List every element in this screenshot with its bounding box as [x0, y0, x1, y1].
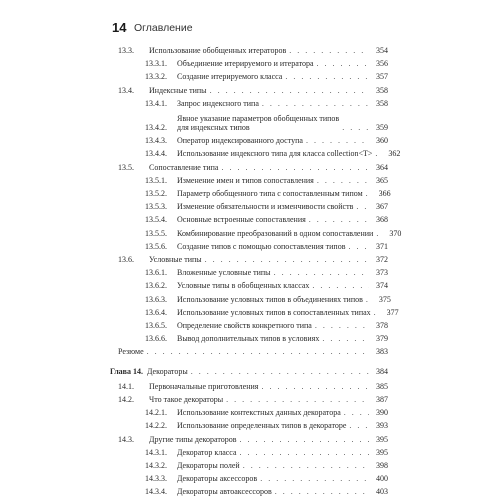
toc-entry-title: Декоратор класса — [177, 447, 237, 457]
toc-entry-title: Использование контекстных данных декоратора — [177, 408, 341, 418]
toc-page-number: 362 — [388, 149, 401, 159]
toc-entry-title: Изменение имен и типов сопоставления — [177, 175, 314, 185]
toc-entry-title: Условные типы — [149, 255, 202, 264]
toc-page-number: 365 — [376, 175, 388, 185]
toc-entry-title: Вложенные условные типы — [177, 268, 271, 278]
toc-entry-title: Декораторы аксессоров — [177, 474, 258, 484]
toc-row — [145, 266, 388, 277]
toc-page-number: 373 — [376, 268, 388, 278]
toc-page-number: 358 — [376, 85, 388, 95]
toc-leader-dots — [366, 189, 372, 198]
toc-row — [145, 485, 388, 496]
toc-entry-title: Использование условных типов в сопоставленных типах — [177, 307, 371, 317]
toc-page-number: 357 — [376, 72, 388, 82]
toc-leader-dots — [322, 334, 369, 343]
toc-page-number: 359 — [376, 123, 388, 132]
toc-leader-dots — [315, 321, 369, 330]
toc-leader-dots — [240, 448, 370, 457]
toc-page-number: 370 — [389, 228, 402, 238]
toc-entry-title: Использование определенных типов в декораторе — [177, 421, 347, 431]
toc-page-number: 377 — [386, 307, 399, 317]
toc-section-number: 13.5.6. — [145, 241, 167, 251]
toc-section-number: 13.4.4. — [145, 149, 167, 159]
toc-row — [145, 419, 388, 430]
toc-page-number: 398 — [376, 461, 388, 470]
toc-row — [145, 174, 388, 185]
toc-entry-title: Декораторы полей — [177, 461, 240, 470]
toc-section-number: 13.4.2. — [145, 123, 167, 132]
toc-leader-dots — [260, 474, 369, 483]
toc-row — [118, 393, 388, 404]
toc-section-number: 13.5.3. — [145, 202, 167, 212]
toc-leader-dots — [317, 59, 369, 68]
toc-section-number: 13.3. — [118, 46, 134, 55]
toc-page-number: 393 — [376, 421, 388, 431]
toc-row — [145, 110, 388, 132]
toc-page-number: 367 — [376, 202, 388, 212]
toc-leader-dots — [274, 268, 369, 277]
toc-section-number: 13.6.5. — [145, 321, 167, 330]
toc-entry-title: Что такое декораторы — [149, 395, 224, 404]
toc-section-number: 13.6.4. — [145, 307, 167, 317]
toc-entry-title: Комбинирование преобразований в одном сопоставлении — [177, 228, 374, 238]
running-title: Оглавление — [134, 22, 193, 34]
toc-leader-dots — [342, 123, 369, 132]
toc-section-number: 14.3.3. — [145, 474, 167, 484]
toc-leader-dots — [261, 382, 369, 391]
toc-chapter-row — [110, 365, 388, 376]
toc-leader-dots — [243, 461, 369, 470]
toc-page-number: 400 — [376, 474, 388, 484]
toc-leader-dots — [366, 295, 372, 304]
toc-entry-title: Использование индексного типа для класса collection<T> — [177, 149, 373, 159]
toc-entry-title-line2: для индексных типов — [177, 123, 250, 132]
toc-leader-dots — [210, 86, 369, 95]
toc-leader-dots — [226, 395, 369, 404]
toc-section-number: 13.6.3. — [145, 294, 167, 304]
toc-entry-title: Другие типы декораторов — [149, 434, 237, 444]
toc-section-number: 13.3.1. — [145, 59, 167, 69]
toc-entry-title: Создание итерируемого класса — [177, 72, 283, 82]
toc-entry-title: Создание типов с помощью сопоставления типов — [177, 241, 346, 251]
toc-leader-dots — [275, 487, 369, 496]
toc-row — [145, 459, 388, 470]
toc-leader-dots — [147, 347, 369, 356]
toc-section-number: 13.4.1. — [145, 98, 167, 108]
toc-page-number: 371 — [376, 241, 388, 251]
toc-section-number: 13.5.5. — [145, 228, 167, 238]
toc-page-number: 375 — [378, 294, 391, 304]
toc-page-number: 390 — [376, 408, 388, 418]
toc-section-number: 13.6. — [118, 255, 134, 264]
toc-row — [118, 161, 388, 172]
toc-section-number: 13.6.2. — [145, 281, 167, 291]
toc-row — [118, 433, 388, 444]
toc-section-number: 13.4.3. — [145, 136, 167, 146]
toc-section-number: 13.4. — [118, 85, 134, 95]
toc-section-number: 13.6.1. — [145, 268, 167, 278]
toc-leader-dots — [262, 99, 369, 108]
toc-section-number: 13.5.2. — [145, 189, 167, 198]
toc-leader-dots — [306, 136, 369, 145]
toc-entry-title: Основные встроенные сопоставления — [177, 215, 306, 225]
toc-section-number: 13.5. — [118, 162, 134, 172]
toc-entry-title: Декораторы автоаксессоров — [177, 487, 272, 497]
toc-page-number: 374 — [376, 281, 388, 291]
toc-page-number: 395 — [376, 434, 388, 444]
toc-leader-dots — [376, 229, 382, 238]
toc-entry-title: Использование обобщенных итераторов — [149, 46, 287, 55]
toc-leader-dots — [374, 308, 380, 317]
toc-leader-dots — [191, 367, 369, 376]
toc-page-number: 387 — [376, 395, 388, 404]
toc-section-number: 13.6.6. — [145, 334, 167, 344]
toc-entry-title: Декораторы — [147, 366, 188, 376]
toc-section-number: 13.5.1. — [145, 175, 167, 185]
toc-row — [145, 279, 388, 290]
toc-leader-dots — [309, 215, 369, 224]
toc-leader-dots — [205, 255, 369, 264]
toc-row — [145, 70, 388, 81]
toc-page-number: 364 — [376, 162, 388, 172]
toc-section-number: 13.3.2. — [145, 72, 167, 82]
toc-page-number: 403 — [376, 487, 388, 497]
toc-leader-dots — [289, 46, 369, 55]
toc-page-number: 356 — [376, 59, 388, 69]
toc-entry-title: Запрос индексного типа — [177, 98, 259, 108]
toc-row — [145, 187, 391, 198]
toc-row — [145, 332, 388, 343]
toc-section-number: 13.5.4. — [145, 215, 167, 225]
toc-section-number: 14.2.2. — [145, 421, 167, 431]
toc-page-number: 368 — [376, 215, 388, 225]
toc-leader-dots — [240, 435, 369, 444]
toc-row — [145, 134, 388, 145]
toc-section-number: 14.2. — [118, 395, 134, 404]
toc-leader-dots — [344, 408, 369, 417]
toc-section-number: 14.3.2. — [145, 461, 167, 470]
toc-row — [145, 200, 388, 211]
toc-page-number: 384 — [376, 366, 388, 376]
toc-section-number: 14.3.4. — [145, 487, 167, 497]
toc-page-number: 372 — [376, 255, 388, 264]
toc-page-number: 360 — [376, 136, 388, 146]
toc-entry-title: Индексные типы — [149, 85, 207, 95]
toc-entry-title: Сопоставление типа — [149, 162, 219, 172]
toc-section-number: 14.1. — [118, 381, 134, 391]
page-number: 14 — [112, 20, 127, 35]
toc-row — [145, 213, 388, 224]
toc-page-number: 366 — [378, 189, 391, 198]
toc-section-number: 14.2.1. — [145, 408, 167, 418]
toc-page-number: 395 — [376, 447, 388, 457]
toc-entry-title: Вывод дополнительных типов в условиях — [177, 334, 320, 344]
toc-row — [145, 147, 401, 159]
toc-entry-title-line1: Явное указание параметров обобщенных типов — [177, 114, 340, 123]
toc-leader-dots — [317, 176, 369, 185]
toc-entry-title: Изменение обязательности и изменчивости свойств — [177, 202, 354, 212]
toc-entry-title: Определение свойств конкретного типа — [177, 321, 312, 330]
toc-leader-dots — [375, 149, 381, 158]
toc-row — [145, 227, 402, 238]
toc-row — [145, 57, 388, 68]
toc-row — [118, 345, 388, 356]
toc-row — [145, 306, 399, 317]
toc-row — [118, 380, 388, 391]
toc-row — [118, 253, 388, 264]
toc-entry-title: Параметр обобщенного типа с сопоставленным типом — [177, 189, 363, 198]
toc-page-number: 379 — [376, 334, 388, 344]
toc-entry-title: Использование условных типов в объединениях типов — [177, 294, 363, 304]
toc-leader-dots — [285, 72, 369, 81]
toc-entry-title: Резюме — [118, 347, 144, 357]
toc-page-number: 383 — [376, 347, 388, 357]
toc-row — [145, 446, 388, 457]
toc-row — [118, 84, 388, 95]
toc-row — [145, 319, 388, 330]
toc-section-number: 14.3.1. — [145, 447, 167, 457]
toc-row — [145, 240, 388, 251]
toc-section-number: 14.3. — [118, 434, 134, 444]
toc-row — [145, 293, 391, 304]
toc-row — [145, 97, 388, 108]
toc-leader-dots — [356, 202, 369, 211]
toc-entry-title: Первоначальные приготовления — [149, 381, 259, 391]
toc-page-number: 358 — [376, 98, 388, 108]
toc-section-number: Глава 14. — [110, 366, 143, 376]
toc-leader-dots — [312, 281, 369, 290]
toc-entry-title: Условные типы в обобщенных классах — [177, 281, 310, 291]
toc-row — [145, 472, 388, 483]
toc-page-number: 378 — [376, 321, 388, 330]
toc-entry-title — [177, 114, 339, 132]
toc-row — [118, 44, 388, 55]
toc-leader-dots — [348, 242, 369, 251]
toc-entry-title: Объединение итерируемого и итератора — [177, 59, 314, 69]
toc-leader-dots — [221, 163, 369, 172]
toc-page-number: 354 — [376, 46, 388, 55]
toc-row — [145, 406, 388, 417]
toc-page-number: 385 — [376, 381, 388, 391]
toc-leader-dots — [349, 421, 369, 430]
toc-entry-title: Оператор индексированного доступа — [177, 136, 303, 146]
